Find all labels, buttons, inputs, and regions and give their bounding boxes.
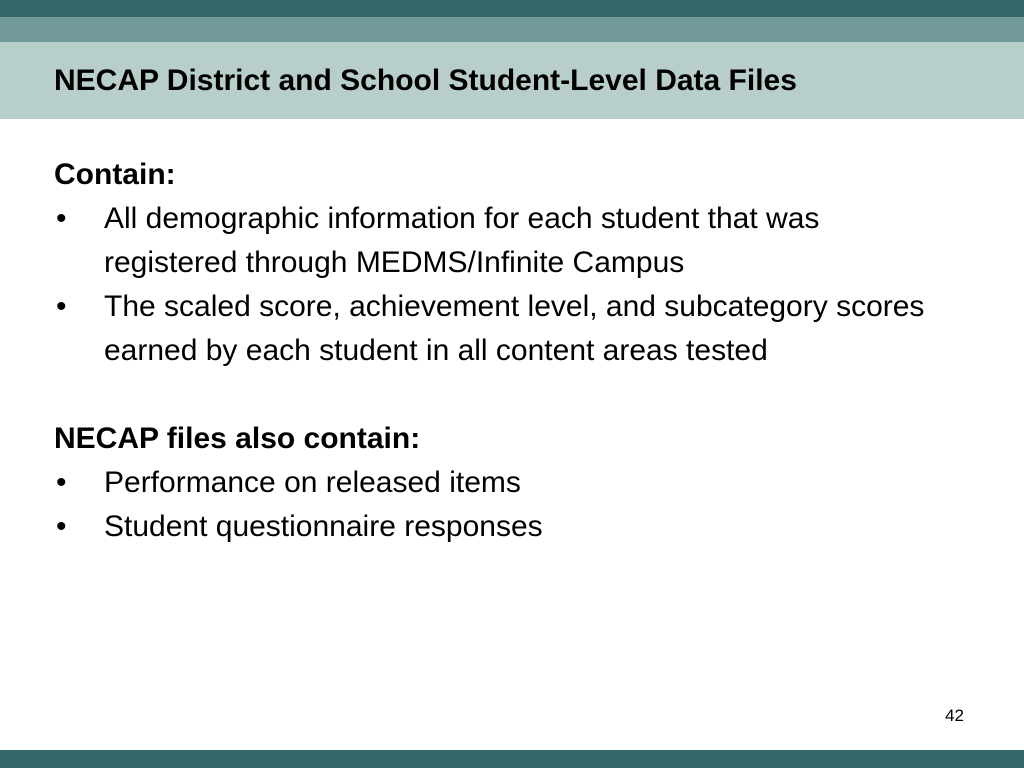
bullet-list-also-contain — [54, 461, 954, 549]
bullet-icon: • — [56, 290, 67, 323]
bullet-item — [54, 197, 954, 285]
slide-title: NECAP District and School Student-Level Data Files — [54, 64, 797, 97]
bullet-item — [54, 285, 954, 373]
bullet-icon: • — [56, 466, 67, 499]
bullet-text: Student questionnaire responses — [104, 510, 543, 543]
top-dark-band — [0, 0, 1024, 17]
bullet-list-contain — [54, 197, 954, 373]
section-heading-also-contain: NECAP files also contain: — [54, 422, 421, 455]
slide-content — [54, 153, 954, 549]
bottom-band — [0, 750, 1024, 768]
bullet-item — [54, 505, 954, 549]
bullet-icon: • — [56, 510, 67, 543]
bullet-text: Performance on released items — [104, 466, 521, 499]
section-spacer — [54, 373, 954, 417]
bullet-text: All demographic information for each student that was registered through MEDMS/Infinite Campus — [104, 202, 820, 279]
page-number: 42 — [945, 706, 964, 725]
top-mid-band — [0, 17, 1024, 42]
section-heading-contain: Contain: — [54, 158, 176, 191]
bullet-item — [54, 461, 954, 505]
bullet-icon: • — [56, 202, 67, 235]
bullet-text: The scaled score, achievement level, and subcategory scores earned by each student in all content areas tested — [104, 290, 925, 367]
